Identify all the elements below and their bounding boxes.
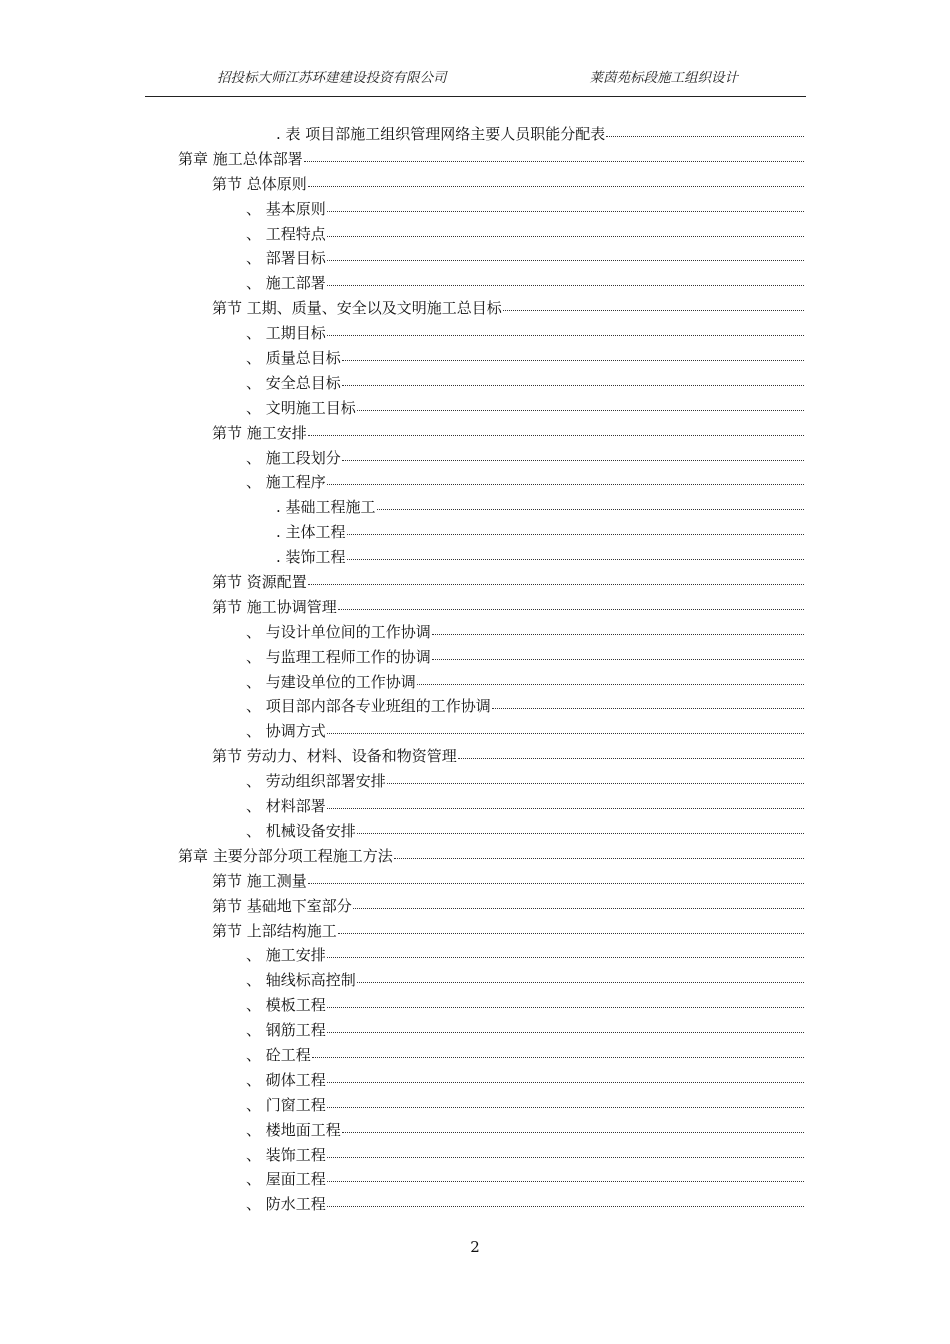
dot-leader bbox=[417, 680, 804, 685]
dot-leader bbox=[304, 157, 804, 162]
toc-entry[interactable] bbox=[212, 595, 804, 620]
dot-leader bbox=[357, 978, 804, 983]
dot-leader bbox=[308, 879, 804, 884]
toc-entry-text: 、 施工程序 bbox=[246, 473, 326, 492]
toc-entry-text: 、 砼工程 bbox=[246, 1045, 311, 1064]
toc-entry-text: 第节 施工测量 bbox=[212, 871, 307, 890]
dot-leader bbox=[503, 306, 804, 311]
toc-entry-text: 、 安全总目标 bbox=[246, 373, 341, 392]
dot-leader bbox=[312, 1053, 804, 1058]
toc-entry[interactable] bbox=[212, 570, 804, 595]
toc-entry-text: 、 与监理工程师工作的协调 bbox=[246, 647, 431, 666]
dot-leader bbox=[308, 182, 804, 187]
dot-leader bbox=[327, 1177, 804, 1182]
toc-entry-text: 、 轴线标高控制 bbox=[246, 971, 356, 990]
toc-entry[interactable] bbox=[246, 346, 804, 371]
toc-entry[interactable] bbox=[246, 1068, 804, 1093]
toc-entry-text: 第章 施工总体部署 bbox=[178, 149, 303, 168]
toc-entry[interactable] bbox=[246, 819, 804, 844]
toc-entry[interactable] bbox=[246, 321, 804, 346]
toc-entry[interactable] bbox=[246, 246, 804, 271]
dot-leader bbox=[347, 530, 804, 535]
dot-leader bbox=[327, 1153, 804, 1158]
toc-entry[interactable] bbox=[276, 545, 804, 570]
dot-leader bbox=[308, 580, 804, 585]
toc-entry-text: 、 基本原则 bbox=[246, 199, 326, 218]
toc-entry[interactable] bbox=[246, 620, 804, 645]
toc-entry-text: 第节 劳动力、材料、设备和物资管理 bbox=[212, 747, 457, 766]
toc-entry-text: 、 砌体工程 bbox=[246, 1070, 326, 1089]
dot-leader bbox=[606, 132, 804, 137]
toc-entry-text: 、 防水工程 bbox=[246, 1195, 326, 1214]
page-number: 2 bbox=[470, 1238, 480, 1256]
toc-entry[interactable] bbox=[246, 1192, 804, 1217]
header-document-title: 莱茵苑标段施工组织设计 bbox=[589, 70, 738, 86]
toc-entry[interactable] bbox=[246, 645, 804, 670]
toc-entry-text: 、 材料部署 bbox=[246, 797, 326, 816]
toc-entry[interactable] bbox=[212, 744, 804, 769]
toc-entry[interactable] bbox=[246, 694, 804, 719]
dot-leader bbox=[492, 704, 804, 709]
dot-leader bbox=[342, 456, 804, 461]
toc-entry-text: 第节 施工协调管理 bbox=[212, 597, 337, 616]
toc-entry-text: 、 施工安排 bbox=[246, 946, 326, 965]
toc-entry-text: . 基础工程施工 bbox=[276, 498, 376, 517]
toc-entry[interactable] bbox=[212, 894, 804, 919]
toc-entry[interactable] bbox=[246, 670, 804, 695]
dot-leader bbox=[327, 1028, 804, 1033]
dot-leader bbox=[338, 929, 804, 934]
toc-entry-text: 第节 施工安排 bbox=[212, 423, 307, 442]
dot-leader bbox=[342, 356, 804, 361]
dot-leader bbox=[327, 281, 804, 286]
toc-entry[interactable] bbox=[246, 1118, 804, 1143]
toc-entry-text: 、 施工段划分 bbox=[246, 448, 341, 467]
toc-entry[interactable] bbox=[246, 943, 804, 968]
toc-entry[interactable] bbox=[246, 446, 804, 471]
toc-entry-text: 、 与设计单位间的工作协调 bbox=[246, 622, 431, 641]
toc-entry-text: 、 装饰工程 bbox=[246, 1145, 326, 1164]
toc-entry-text: 、 部署目标 bbox=[246, 249, 326, 268]
dot-leader bbox=[394, 854, 804, 859]
dot-leader bbox=[458, 754, 804, 759]
toc-entry-text: 第节 资源配置 bbox=[212, 573, 307, 592]
toc-entry-text: 、 施工部署 bbox=[246, 274, 326, 293]
toc-entry-text: 、 工程特点 bbox=[246, 224, 326, 243]
toc-entry-text: 、 协调方式 bbox=[246, 722, 326, 741]
toc-entry-text: 、 楼地面工程 bbox=[246, 1120, 341, 1139]
toc-entry[interactable] bbox=[246, 1167, 804, 1192]
toc-entry[interactable] bbox=[246, 1018, 804, 1043]
toc-entry[interactable] bbox=[212, 421, 804, 446]
dot-leader bbox=[327, 1003, 804, 1008]
toc-entry[interactable] bbox=[246, 993, 804, 1018]
dot-leader bbox=[327, 804, 804, 809]
toc-entry[interactable] bbox=[276, 520, 804, 545]
toc-entry[interactable] bbox=[246, 470, 804, 495]
toc-entry[interactable] bbox=[212, 869, 804, 894]
toc-entry-text: 第节 工期、质量、安全以及文明施工总目标 bbox=[212, 299, 502, 318]
toc-entry[interactable] bbox=[246, 1093, 804, 1118]
toc-entry-text: . 装饰工程 bbox=[276, 548, 346, 567]
toc-entry-text: 、 模板工程 bbox=[246, 996, 326, 1015]
toc-entry[interactable] bbox=[246, 968, 804, 993]
toc-entry[interactable] bbox=[178, 844, 804, 869]
dot-leader bbox=[327, 953, 804, 958]
dot-leader bbox=[327, 1103, 804, 1108]
toc-entry[interactable] bbox=[246, 769, 804, 794]
toc-entry-text: 第节 上部结构施工 bbox=[212, 921, 337, 940]
dot-leader bbox=[357, 829, 804, 834]
dot-leader bbox=[432, 655, 804, 660]
dot-leader bbox=[327, 232, 804, 237]
toc-entry-text: 、 文明施工目标 bbox=[246, 398, 356, 417]
toc-entry-text: 、 钢筋工程 bbox=[246, 1021, 326, 1040]
dot-leader bbox=[342, 381, 804, 386]
dot-leader bbox=[327, 207, 804, 212]
toc-entry[interactable] bbox=[246, 371, 804, 396]
table-of-contents bbox=[0, 122, 950, 1217]
page-header bbox=[145, 60, 806, 97]
toc-entry-text: 、 质量总目标 bbox=[246, 349, 341, 368]
toc-entry-text: 第节 基础地下室部分 bbox=[212, 896, 352, 915]
toc-entry[interactable] bbox=[276, 122, 804, 147]
toc-entry[interactable] bbox=[246, 396, 804, 421]
dot-leader bbox=[338, 605, 804, 610]
toc-entry[interactable] bbox=[212, 919, 804, 944]
dot-leader bbox=[327, 1078, 804, 1083]
toc-entry-text: . 表 项目部施工组织管理网络主要人员职能分配表 bbox=[276, 125, 606, 143]
dot-leader bbox=[327, 1202, 804, 1207]
header-company: 招投标大师江苏环建建设投资有限公司 bbox=[217, 70, 447, 86]
dot-leader bbox=[327, 480, 804, 485]
toc-entry[interactable] bbox=[246, 271, 804, 296]
dot-leader bbox=[327, 331, 804, 336]
dot-leader bbox=[327, 729, 804, 734]
toc-entry[interactable] bbox=[212, 296, 804, 321]
dot-leader bbox=[347, 555, 804, 560]
dot-leader bbox=[353, 904, 804, 909]
toc-entry-text: 第节 总体原则 bbox=[212, 174, 307, 193]
toc-entry[interactable] bbox=[276, 495, 804, 520]
toc-entry[interactable] bbox=[246, 1143, 804, 1168]
toc-entry-text: 、 劳动组织部署安排 bbox=[246, 772, 386, 791]
toc-entry-text: 、 项目部内部各专业班组的工作协调 bbox=[246, 697, 491, 716]
dot-leader bbox=[432, 630, 804, 635]
toc-entry-text: 、 与建设单位的工作协调 bbox=[246, 672, 416, 691]
toc-entry[interactable] bbox=[246, 794, 804, 819]
toc-entry-text: 、 工期目标 bbox=[246, 324, 326, 343]
toc-entry[interactable] bbox=[212, 172, 804, 197]
dot-leader bbox=[387, 779, 804, 784]
toc-entry-text: 、 屋面工程 bbox=[246, 1170, 326, 1189]
dot-leader bbox=[377, 505, 804, 510]
dot-leader bbox=[357, 406, 804, 411]
toc-entry[interactable] bbox=[246, 197, 804, 222]
dot-leader bbox=[308, 431, 804, 436]
toc-entry-text: 第章 主要分部分项工程施工方法 bbox=[178, 846, 393, 865]
toc-entry[interactable] bbox=[246, 222, 804, 247]
toc-entry[interactable] bbox=[246, 1043, 804, 1068]
dot-leader bbox=[342, 1128, 804, 1133]
toc-entry-text: 、 门窗工程 bbox=[246, 1095, 326, 1114]
toc-entry[interactable] bbox=[246, 719, 804, 744]
toc-entry-text: . 主体工程 bbox=[276, 523, 346, 542]
dot-leader bbox=[327, 256, 804, 261]
toc-entry[interactable] bbox=[178, 147, 804, 172]
toc-entry-text: 、 机械设备安排 bbox=[246, 821, 356, 840]
